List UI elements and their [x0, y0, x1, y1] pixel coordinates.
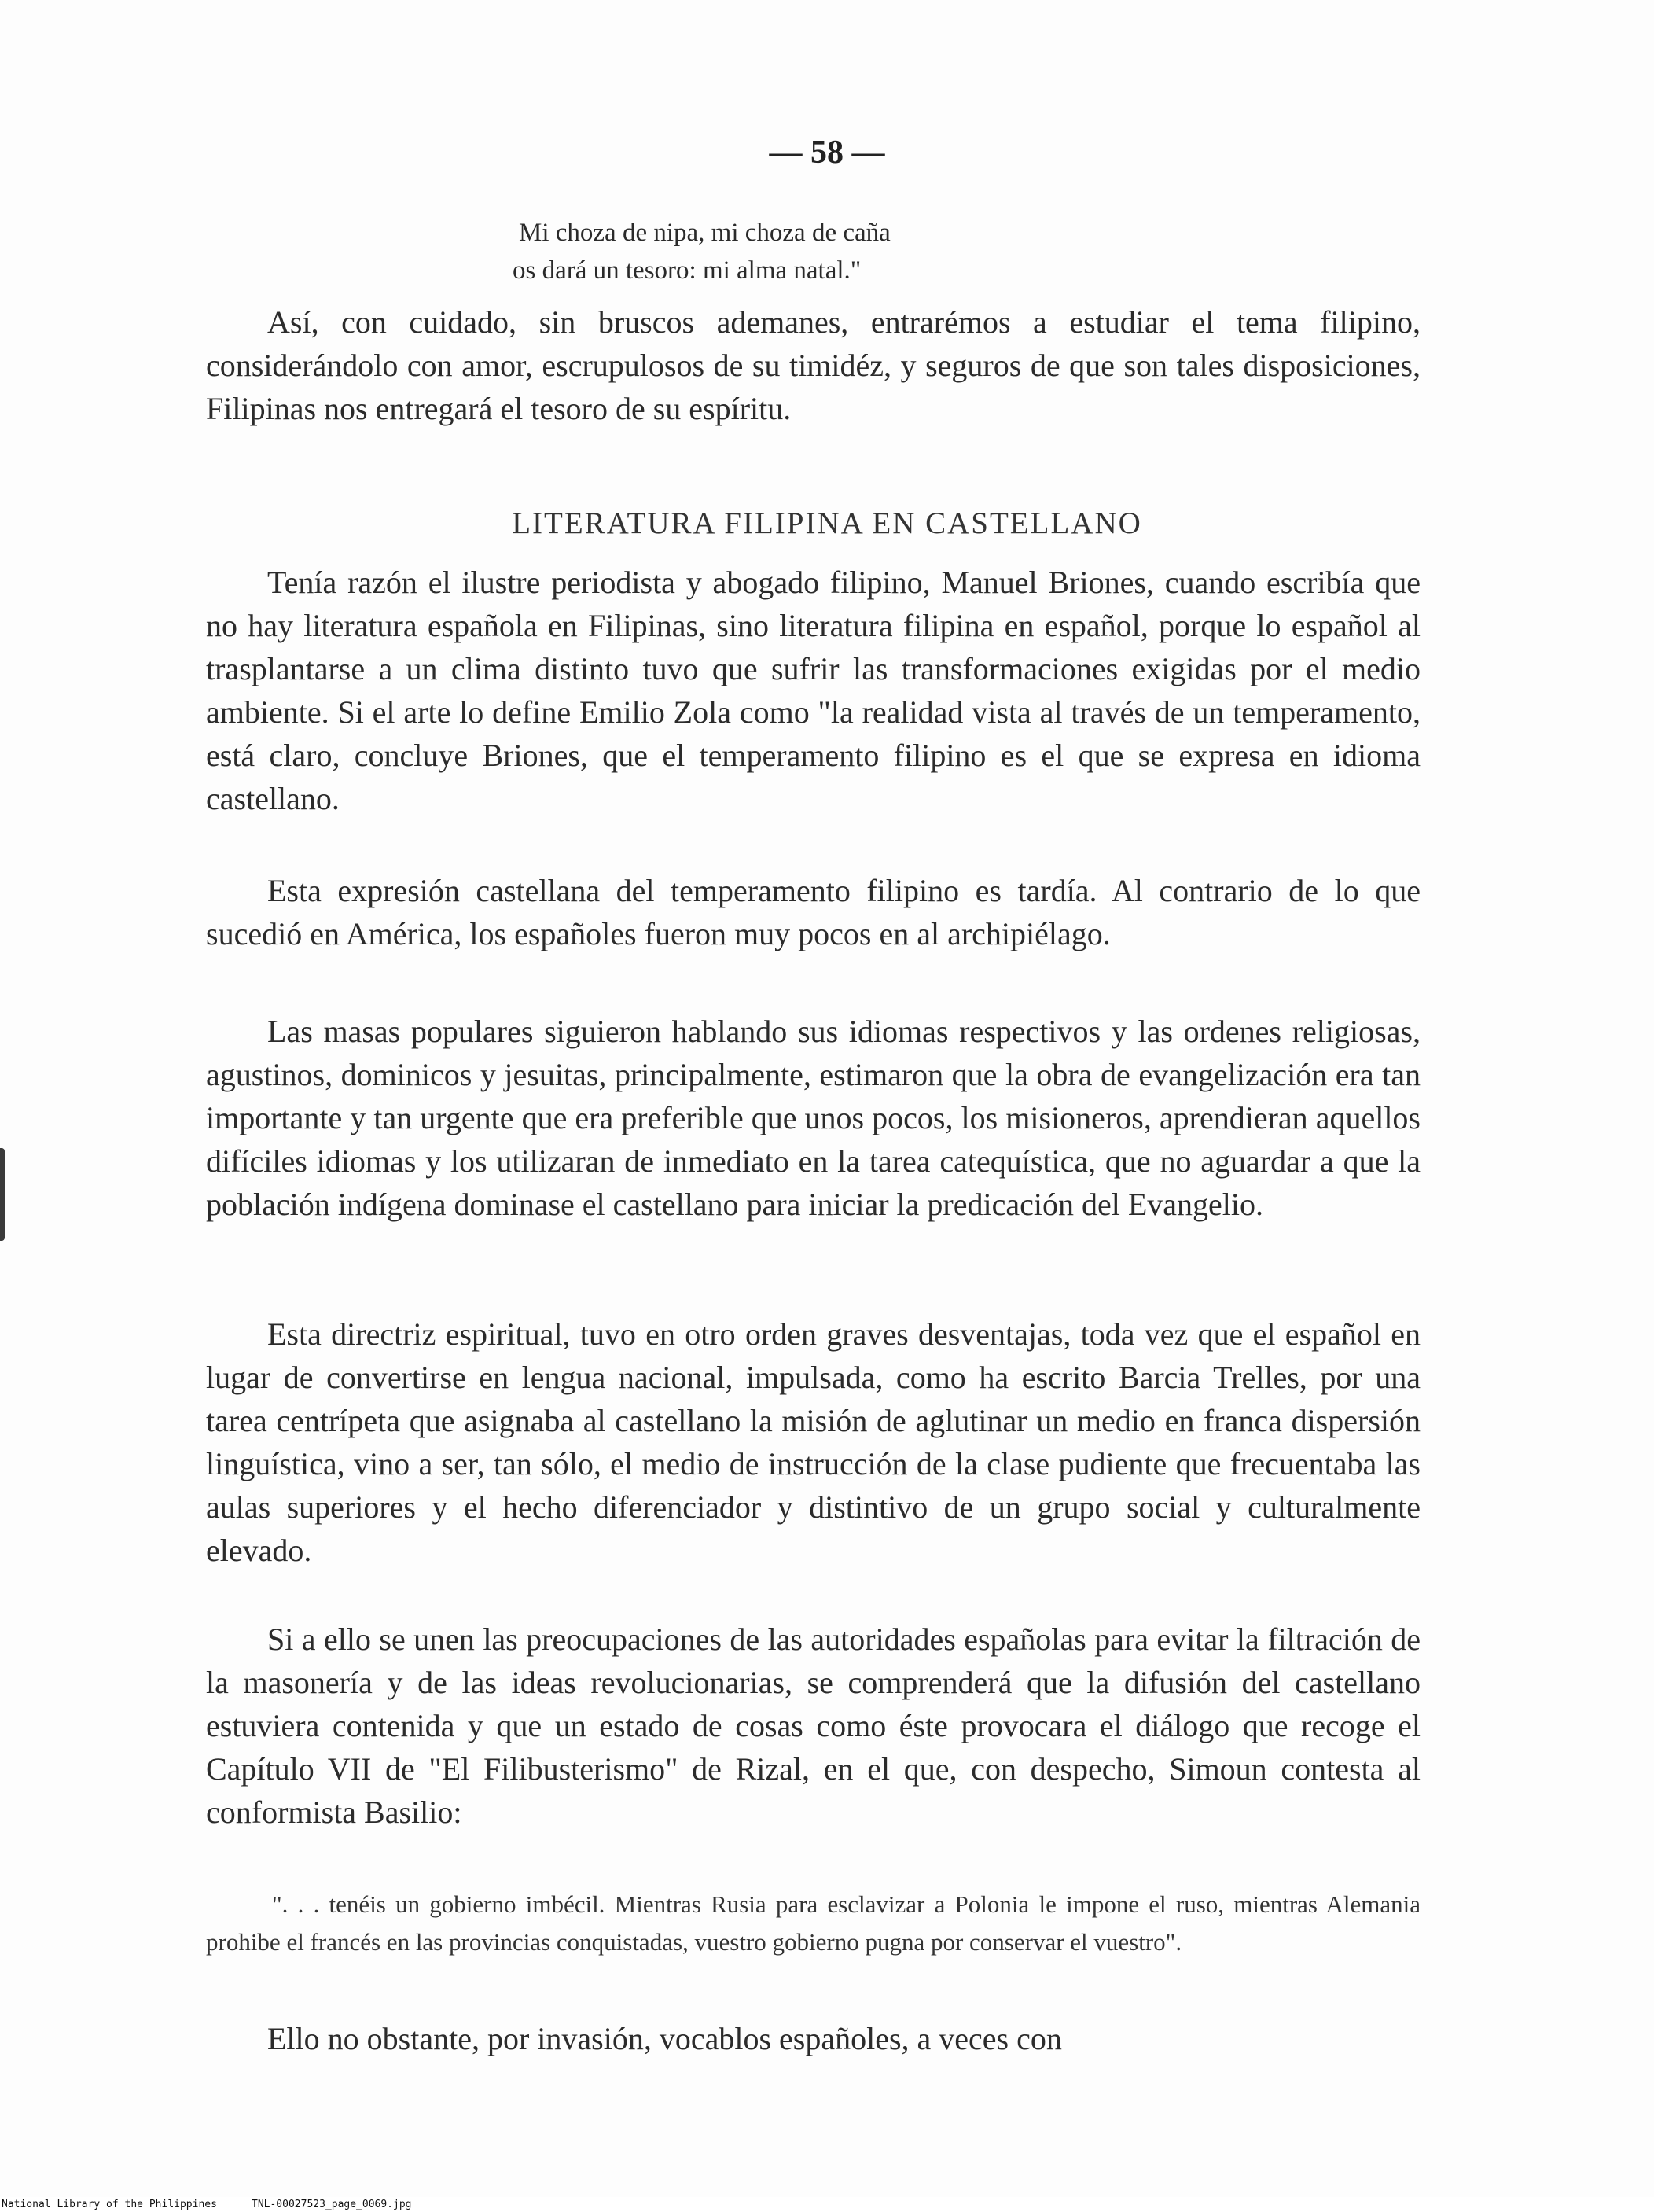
paragraph: Si a ello se unen las preocupaciones de las autoridades españolas para evitar la filtración de la masonería y de las ideas revolucionarias, se comprenderá que la difusión del castellano estuviera contenida y que un estado de cosas como éste provocara el diálogo que recoge el Capítulo VII de "El Filibusterismo" de Rizal, en el que, con despecho, Simoun contesta al conformista Basilio:	[206, 1621, 1421, 1830]
paragraph: Tenía razón el ilustre periodista y abogado filipino, Manuel Briones, cuando escribía que no hay literatura española en Filipinas, sino literatura filipina en español, porque lo español al trasplantarse a un clima distinto tuvo que sufrir las transformaciones exigidas por el medio ambiente. Si el arte lo define Emilio Zola como "la realidad vista al través de un temperamento, está claro, concluye Briones, que el temperamento filipino es el que se expresa en idioma castellano.	[206, 565, 1421, 816]
footer-source: National Library of the Philippines	[2, 2199, 217, 2210]
verse-line: Mi choza de nipa, mi choza de caña	[519, 219, 891, 247]
verse-line: os dará un tesoro: mi alma natal."	[513, 256, 862, 285]
paragraph: Esta expresión castellana del temperamento filipino es tardía. Al contrario de lo que sucedió en América, los españoles fueron muy pocos en al archipiélago.	[206, 873, 1421, 951]
block-quote: ". . . tenéis un gobierno imbécil. Mientras Rusia para esclavizar a Polonia le impone el ruso, mientras Alemania prohibe el francés en las provincias conquistadas, vuestro gobierno pugna por conservar el vuestro".	[206, 1890, 1421, 1956]
section-heading: LITERATURA FILIPINA EN CASTELLANO	[512, 506, 1142, 540]
binding-edge-mark	[0, 1148, 5, 1241]
paragraph: Ello no obstante, por invasión, vocablos españoles, a veces con	[267, 2021, 1062, 2056]
footer-filename: TNL-00027523_page_0069.jpg	[252, 2199, 412, 2210]
verse-quote	[513, 214, 1226, 289]
page-number: — 58 —	[769, 134, 885, 171]
scan-footer	[0, 2197, 1654, 2212]
paragraph: Esta directriz espiritual, tuvo en otro orden graves desventajas, toda vez que el español en lugar de convertirse en lengua nacional, impulsada, como ha escrito Barcia Trelles, por una tarea centrípeta que asignaba al castellano la misión de aglutinar un medio en franca dispersión linguística, vino a ser, tan sólo, el medio de instrucción de la clase pudiente que frecuentaba las aulas superiores y el hecho diferenciador y distintivo de un grupo social y culturalmente elevado.	[206, 1316, 1421, 1568]
paragraph: Las masas populares siguieron hablando sus idiomas respectivos y las ordenes religiosas, agustinos, dominicos y jesuitas, principalmente, estimaron que la obra de evangelización era tan importante y tan urgente que era preferible que unos pocos, los misioneros, aprendieran aquellos difíciles idiomas y los utilizaran de inmediato en la tarea catequística, que no aguardar a que la población indígena dominase el castellano para iniciar la predicación del Evangelio.	[206, 1014, 1421, 1222]
paragraph: Así, con cuidado, sin bruscos ademanes, entrarémos a estudiar el tema filipino, considerándolo con amor, escrupulosos de su timidéz, y seguros de que son tales disposiciones, Filipinas nos entregará el tesoro de su espíritu.	[206, 304, 1421, 426]
